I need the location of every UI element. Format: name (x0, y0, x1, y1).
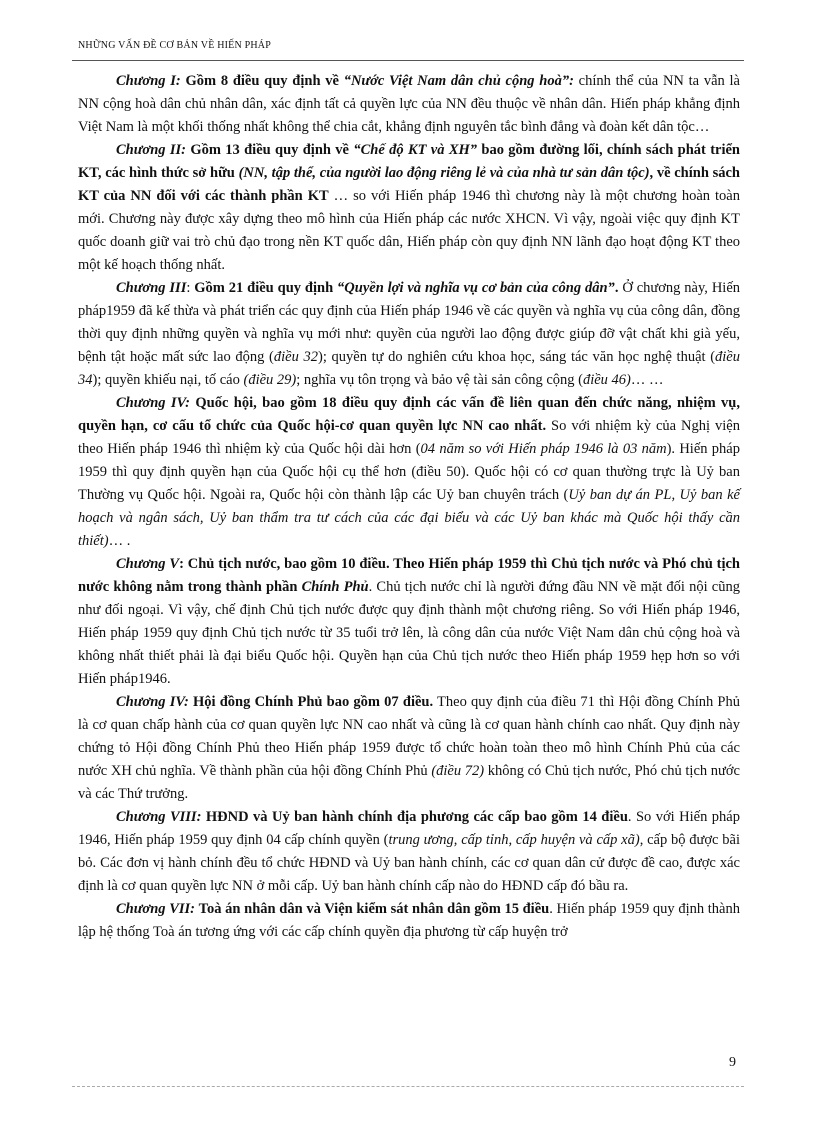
text-run: , cấp bộ được bãi bỏ. Các đơn vị hành chính đều tổ chức HĐND và Uỷ ban hành chính, các cơ quan dân cử được đề cao, được xác định là cơ quan quyền lực NN ở mỗi cấp. Uỷ ban hành chính cấp nào do HĐND cấp đó bầu ra. (78, 832, 740, 894)
text-run: … so với Hiến pháp 1946 thì chương này là một chương hoàn toàn mới. Chương này được xây dựng theo mô hình của Hiến pháp các nước XHCN. Vì vậy, ngoài việc quy định KT quốc doanh giữ vai trò chủ đạo trong nền KT quốc dân, Hiến pháp còn quy định NN lãnh đạo hoạt động KT theo một kế hoạch thống nhất. (78, 188, 740, 273)
text-run: . Chủ tịch nước chỉ là người đứng đầu NN về mặt đối nội cũng như đối ngoại. Vì vậy, chế định Chủ tịch nước được quy định thành một chương riêng. So với Hiến pháp 1946, Hiến pháp 1959 quy định Chủ tịch nước từ 35 tuổi trở lên, là công dân của nước Việt Nam dân chủ cộng hoà và không nhất thiết phải là đại biểu Quốc hội. Quyền hạn của Chủ tịch nước theo Hiến pháp 1959 hẹp hơn so với Hiến pháp1946. (78, 579, 740, 687)
text-run: Toà án nhân dân và Viện kiểm sát nhân dân gồm 15 điều (198, 901, 550, 917)
text-run: Quốc hội, bao gồm 18 điều quy định các vấn đề liên quan đến chức năng, nhiệm vụ, quyền hạn, cơ cấu tổ chức của Quốc hội-cơ quan quyền lực NN cao nhất. (78, 395, 740, 434)
text-run: trung ương, cấp tỉnh, cấp huyện và cấp xã) (388, 832, 640, 848)
running-header: NHỮNG VẤN ĐỀ CƠ BẢN VỀ HIẾN PHÁP (78, 40, 271, 51)
text-run: “Quyền lợi và nghĩa vụ cơ bản của công dân” (337, 280, 615, 296)
text-run: Chương III (116, 280, 187, 296)
text-run: (điều 29) (243, 372, 297, 388)
text-run: Ở chương này, Hiến pháp1959 đã kế thừa và phát triển các quy định của Hiến pháp 1946 về các quyền và nghĩa vụ của công dân, đồng thời quy định những quyền và nghĩa vụ mới như: quyền của người lao động được giúp đỡ vật chất khi già yếu, bệnh tật hoặc mất sức lao động ( (78, 280, 741, 365)
text-run: Chương II: (116, 142, 191, 158)
header-divider (72, 60, 744, 61)
paragraph-chuong-4 (78, 392, 740, 553)
text-run: . (614, 280, 623, 296)
text-run: 04 năm so với Hiến pháp 1946 là 03 năm (420, 441, 667, 457)
text-run: : (179, 556, 188, 572)
text-run: Chương IV: (116, 395, 196, 411)
text-run: HĐND và Uỷ ban hành chính địa phương các cấp bao gồm 14 điều (205, 809, 628, 825)
text-run: điều 46) (582, 372, 631, 388)
text-run: (NN, tập thể, của người lao động riêng lẻ và của nhà tư sản dân tộc) (238, 165, 650, 181)
text-run: Chương V (116, 556, 180, 572)
text-run: “Chế độ KT và XH” (353, 142, 478, 158)
text-run: , về chính sách KT của NN đối với các thành phần KT (78, 165, 740, 204)
text-run: . So với Hiến pháp 1946, Hiến pháp 1959 quy định 04 cấp chính quyền ( (78, 809, 740, 848)
text-run: (điều 72) (431, 763, 485, 779)
text-run: Gồm 21 điều quy định (194, 280, 338, 296)
text-run: Chương VIII: (116, 809, 206, 825)
text-run: Chính Phủ (301, 579, 369, 595)
text-run: Gồm 8 điều quy định về (185, 73, 344, 89)
paragraph-chuong-1 (78, 70, 740, 139)
paragraph-chuong-3 (78, 277, 740, 392)
text-run: không có Chủ tịch nước, Phó chủ tịch nước và các Thứ trưởng. (78, 763, 740, 802)
paragraph-chuong-2 (78, 139, 740, 277)
text-run: Chủ tịch nước, bao gồm 10 điều. Theo Hiến pháp 1959 thì Chủ tịch nước và Phó chủ tịch nước không nằm trong thành phần (78, 556, 740, 595)
footer-divider (72, 1086, 744, 1087)
text-run: … … (630, 372, 664, 388)
text-run: ); quyền tự do nghiên cứu khoa học, sáng tác văn học nghệ thuật ( (318, 349, 716, 365)
paragraph-chuong-8 (78, 806, 740, 898)
text-run: . Hiến pháp 1959 quy định thành lập hệ thống Toà án tương ứng với các cấp chính quyền địa phương từ cấp huyện trở (78, 901, 740, 940)
text-run: bao gồm đường lối, chính sách phát triển KT, các hình thức sở hữu (78, 142, 740, 181)
paragraph-chuong-5 (78, 553, 740, 691)
paragraph-chuong-6 (78, 691, 740, 806)
text-run: Uỷ ban dự án PL, Uỷ ban kế hoạch và ngân sách, Uỷ ban thẩm tra tư cách của các đại biểu và các Uỷ ban khác mà Quốc hội thấy cần thiết) (78, 487, 740, 549)
text-run: ; nghĩa vụ tôn trọng và bảo vệ tài sản công cộng ( (296, 372, 583, 388)
text-run: điều 32 (273, 349, 319, 365)
text-run: ); quyền khiếu nại, tố cáo (92, 372, 244, 388)
paragraph-chuong-7 (78, 898, 740, 944)
text-run: Hội đồng Chính Phủ bao gồm 07 điều. (192, 694, 434, 710)
text-run: … . (108, 533, 131, 549)
text-run: So với nhiệm kỳ của Nghị viện theo Hiến pháp 1946 thì nhiệm kỳ của Quốc hội dài hơn ( (78, 418, 740, 457)
text-run: Gồm 13 điều quy định về (190, 142, 354, 158)
text-run: điều 34 (78, 349, 740, 388)
page-number: 9 (729, 1055, 736, 1070)
text-run: : (186, 280, 195, 296)
text-run: “Nước Việt Nam dân chủ cộng hoà”: (343, 73, 579, 89)
text-run: Chương I: (116, 73, 186, 89)
document-body (78, 70, 740, 944)
text-run: Chương VII: (116, 901, 199, 917)
text-run: ). Hiến pháp 1959 thì quy định quyền hạn của Quốc hội cụ thể hơn (điều 50). Quốc hội có cơ quan thường trực là Uỷ ban Thường vụ Quốc hội. Ngoài ra, Quốc hội còn thành lập các Uỷ ban chuyên trách ( (78, 441, 740, 503)
text-run: chính thể của NN ta vẫn là NN cộng hoà dân chủ nhân dân, xác định tất cả quyền lực của NN đều thuộc về nhân dân. Hiến pháp khẳng định Việt Nam là một khối thống nhất không thể chia cắt, khẳng định nguyên tắc bình đẳng và đoàn kết dân tộc… (78, 73, 740, 135)
text-run: Theo quy định của điều 71 thì Hội đồng Chính Phủ là cơ quan chấp hành của cơ quan quyền lực NN cao nhất và cũng là cơ quan hành chính cao nhất. Quy định này chứng tỏ Hội đồng Chính Phủ theo Hiến pháp 1959 được tổ chức hoàn toàn theo mô hình Chính Phủ của các nước XH chủ nghĩa. Về thành phần của hội đồng Chính Phủ (78, 694, 740, 779)
text-run: Chương IV: (116, 694, 193, 710)
